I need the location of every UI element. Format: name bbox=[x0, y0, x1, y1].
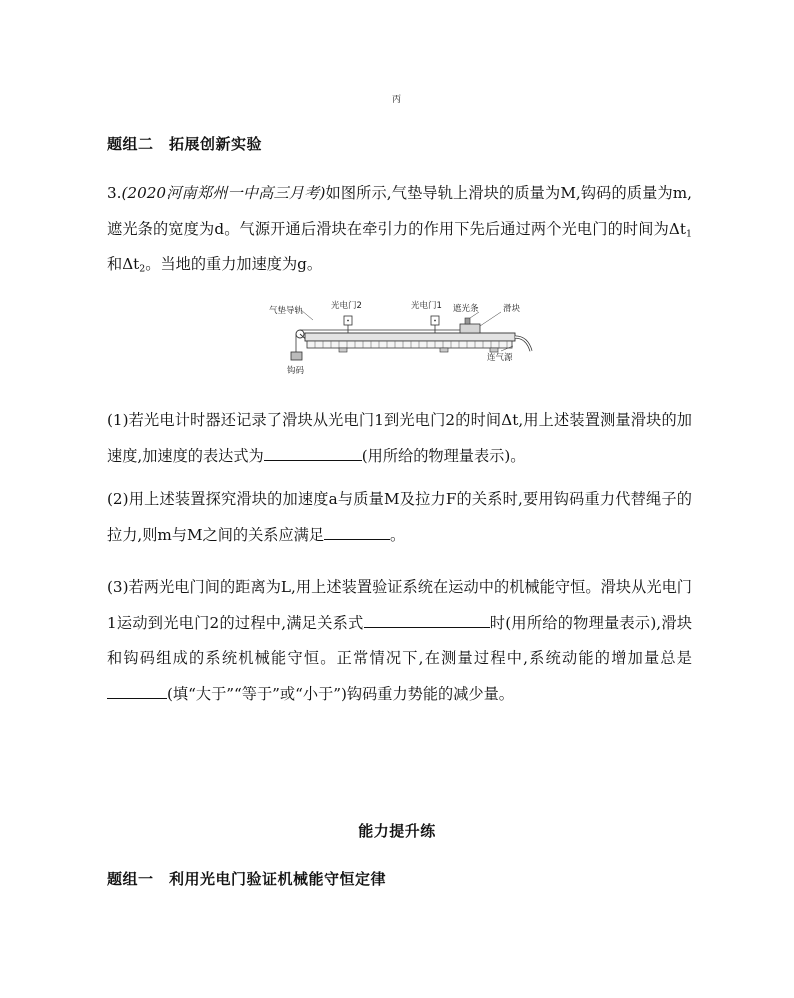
label-hook-weight: 钩码 bbox=[287, 366, 305, 376]
problem-stem-end: 。当地的重力加速度为g。 bbox=[145, 255, 323, 273]
support-foot bbox=[440, 348, 448, 352]
support-foot bbox=[490, 348, 498, 352]
question-2: (2)用上述装置探究滑块的加速度a与质量M及拉力F的关系时,要用钩码重力代替绳子的拉力,则m与M之间的关系应满足 。 bbox=[107, 490, 692, 544]
slider-block bbox=[460, 324, 480, 333]
section-title-extension-experiment: 题组二 拓展创新实验 bbox=[107, 135, 263, 153]
label-photogate-1: 光电门1 bbox=[411, 301, 442, 311]
rail-base bbox=[307, 341, 512, 348]
air-track-diagram bbox=[265, 296, 545, 378]
problem-3-stem bbox=[107, 176, 692, 283]
shading-strip bbox=[465, 318, 470, 324]
question-1: (1)若光电计时器还记录了滑块从光电门1到光电门2的时间Δt,用上述装置测量滑块的加速度,加速度的表达式为 (用所给的物理量表示)。 bbox=[107, 411, 692, 465]
subscript-2: 2 bbox=[139, 263, 146, 275]
label-air-rail: 气垫导轨 bbox=[269, 306, 304, 316]
section-title-photogate-energy: 题组一 利用光电门验证机械能守恒定律 bbox=[107, 870, 387, 888]
problem-stem-text: 如图所示,气垫导轨上滑块的质量为M,钩码的质量为m,遮光条的宽度为d。气源开通后滑块在牵引力的作用下先后通过两个光电门的时间为Δt bbox=[107, 184, 692, 238]
support-foot bbox=[339, 348, 347, 352]
air-rail bbox=[305, 333, 515, 341]
problem-number: 3. bbox=[107, 184, 122, 202]
answer-blank-4 bbox=[107, 682, 167, 699]
answer-blank-1 bbox=[264, 444, 362, 461]
label-shading-strip: 遮光条 bbox=[453, 304, 479, 314]
label-slider: 滑块 bbox=[503, 304, 521, 314]
label-photogate-2: 光电门2 bbox=[331, 301, 362, 311]
answer-blank-2 bbox=[324, 523, 390, 540]
question-3: (3)若两光电门间的距离为L,用上述装置验证系统在运动中的机械能守恒。滑块从光电门1运动到光电门2的过程中,满足关系式 时(用所给的物理量表示),滑块和钩码组成的系统机械能守恒。正常情况下,在测量过程中,系统动能的增加量总是(填“大于”“等于”或“小于”)钩码重力势能的减少量。 bbox=[107, 578, 693, 703]
problem-stem-and: 和Δt bbox=[107, 255, 140, 273]
subscript-1: 1 bbox=[686, 227, 692, 239]
answer-blank-3 bbox=[364, 611, 490, 628]
problem-source: (2020河南郑州一中高三月考) bbox=[121, 184, 326, 202]
figure-label: 丙 bbox=[392, 95, 402, 105]
hook-weight bbox=[291, 352, 302, 360]
label-air-source: 连气源 bbox=[487, 353, 513, 363]
section-title-ability-improvement: 能力提升练 bbox=[358, 822, 436, 840]
